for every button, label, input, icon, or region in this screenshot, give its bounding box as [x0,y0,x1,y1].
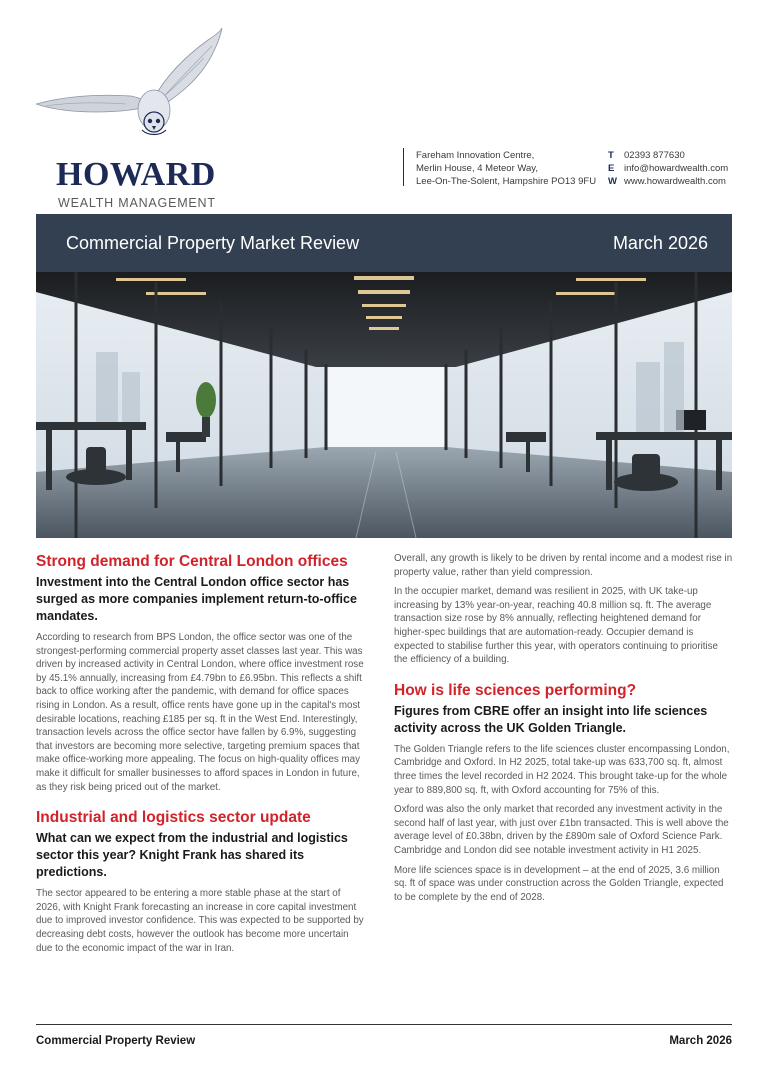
footer-title: Commercial Property Review [36,1035,196,1047]
address-divider [403,148,404,186]
phone-label: T [608,150,614,161]
owl-logo-icon [36,26,226,136]
web-label: W [608,176,617,187]
section-body-industrial: The sector appeared to be entering a more stable phase at the start of 2026, with Knight Frank forecasting an increase in core capital investment due to improved investor confidence. This was expected to be supported by decreasing debt costs, however the outlook has become more uncertain due to the economic impact of the war in Iran. [36,888,364,954]
left-column [36,552,366,961]
contact-email-row [608,162,728,175]
address-line-2: Merlin House, 4 Meteor Way, [416,163,538,174]
website-link[interactable]: www.howardwealth.com [624,176,726,187]
section-body-london-offices: According to research from BPS London, the office sector was one of the strongest-performing commercial property asset classes last year. This was driven by increased activity in Central London, where office investment rose by 45.1% annually, increasing from £4.79bn to £6.95bn. This reflects a shift back to office working after the pandemic, with demand for office spaces rising in London. As a result, office rents have gone up in the capital's most desirable locations, reaching £185 per sq. ft in the West End. Interestingly, transaction levels across the office sector have fallen by 6.9%, suggesting that investors are becoming more selective, targeting premium spaces that make office-working more appealing. The focus on high-quality offices may make it difficult for smaller businesses to afford spaces in London in future, as they risk being priced out of the market. [36,632,364,793]
footer-date: March 2026 [669,1035,732,1047]
section-heading-industrial: Industrial and logistics sector update [36,809,311,827]
section-heading-life-sciences: How is life sciences performing? [394,681,637,699]
section-subheading-industrial: What can we expect from the industrial and logistics sector this year? Knight Frank has shared its predictions. [36,831,348,880]
paragraph-growth: Overall, any growth is likely to be driven by rental income and a modest rise in property value, rather than yield compression. [394,553,733,578]
issue-date: March 2026 [612,233,708,253]
title-banner [36,214,732,272]
brand-name: HOWARD [56,156,216,193]
contact-phone-row [608,149,728,162]
brand-subtitle: WEALTH MANAGEMENT [58,196,216,210]
section-subheading-life-sciences: Figures from CBRE offer an insight into life sciences activity across the UK Golden Triangle. [394,703,708,735]
email-link[interactable]: info@howardwealth.com [624,163,729,174]
paragraph-golden-triangle: The Golden Triangle refers to the life sciences cluster encompassing London, Cambridge and Oxford. In H2 2025, total take-up was 633,700 sq. ft, almost three times the level recorded in H2 2024. This brought take-up for the whole year to 889,800 sq. ft, with Oxford accounting for 75% of this. [394,743,730,796]
phone-number[interactable]: 02393 877630 [624,150,685,161]
paragraph-development: More life sciences space is in development – at the end of 2025, 3.6 million sq. ft of space was under construction across the Golden Triangle, expected to be complete by the end of 2028. [394,864,724,903]
right-column [394,552,734,910]
page-title: Commercial Property Market Review [66,233,360,253]
footer-divider [36,1024,732,1025]
section-heading-london-offices: Strong demand for Central London offices [36,553,348,570]
paragraph-oxford-investment: Oxford was also the only market that recorded any investment activity in the second half of last year, with just over £1bn transacted. This is well above the average level of £0.38bn, driven by the £890m sale of Oxford Science Park. Cambridge and London did see notable investment activity in H1 2025. [394,804,729,856]
address-line-1: Fareham Innovation Centre, [416,150,535,161]
office-hero-image [36,272,732,538]
contact-block [608,149,728,188]
section-subheading-london-offices: Investment into the Central London office sector has surged as more companies implement return-to-office mandates. [36,575,357,623]
contact-web-row [608,175,728,188]
email-label: E [608,163,615,174]
address-line-3: Lee-On-The-Solent, Hampshire PO13 9FU [416,176,597,187]
company-logo [36,26,236,210]
address-block [416,149,596,188]
office-interior-illustration [36,272,732,538]
paragraph-occupier-market: In the occupier market, demand was resilient in 2025, with UK take-up increasing by 13% year-on-year, reaching 40.8 million sq. ft. The average transaction size rose by 8% annually, reflecting heightened demand for higher-spec buildings that are automation-ready. Occupier demand is expected to stabilise further this year, with operators continuing to prioritise the efficiency of a building. [394,586,719,666]
